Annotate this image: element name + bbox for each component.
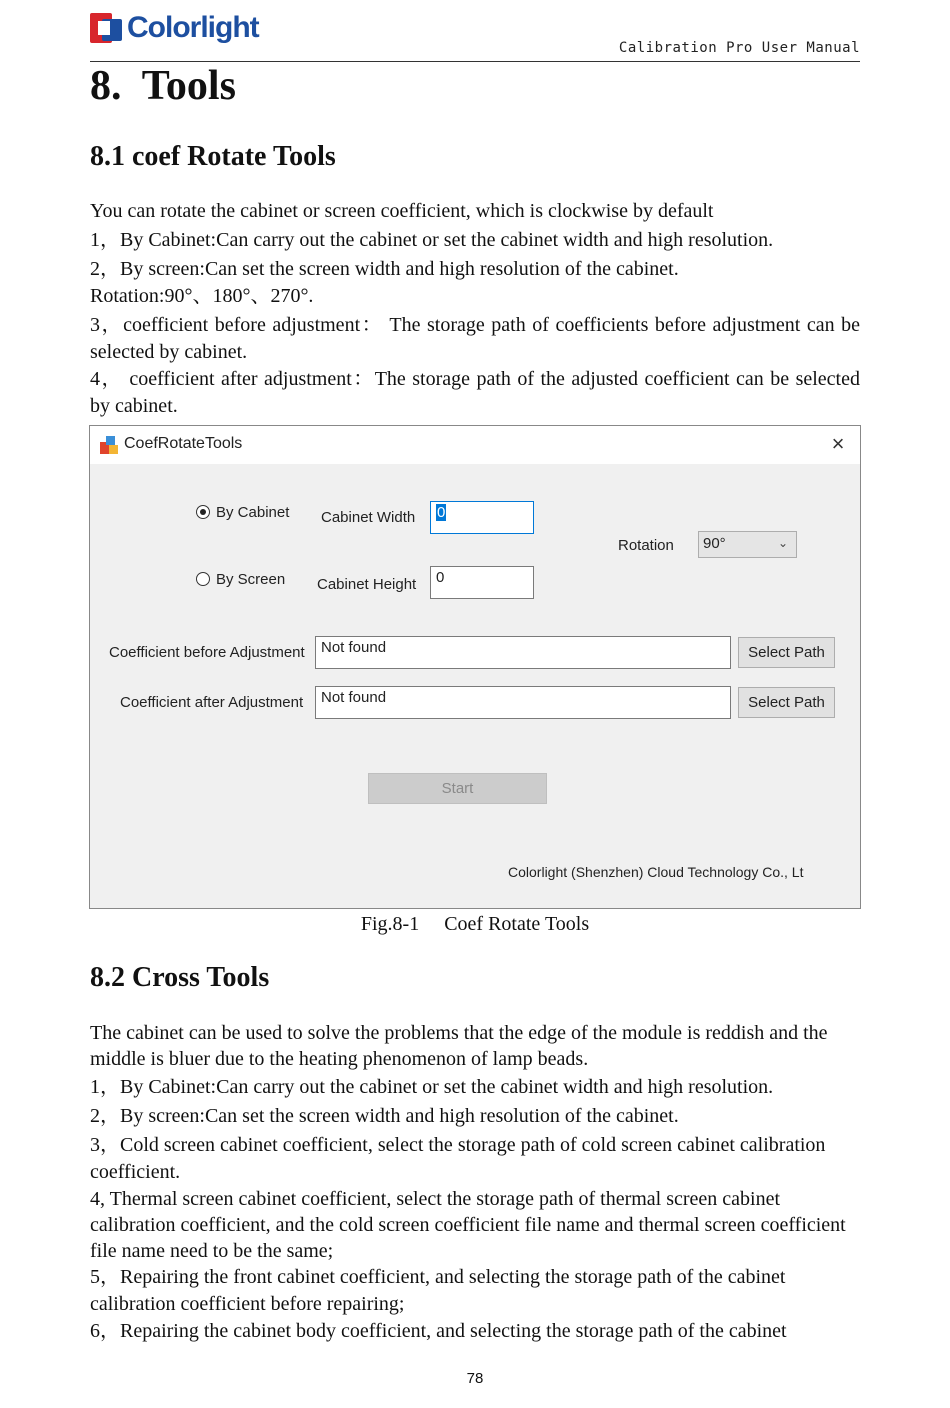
coef-after-label: Coefficient after Adjustment [120, 694, 304, 711]
cabinet-width-input[interactable] [430, 501, 534, 534]
rotate-description [90, 198, 860, 420]
select-path-after-button[interactable]: Select Path [738, 687, 835, 718]
company-footer: Colorlight (Shenzhen) Cloud Technology Co., Lt [508, 864, 804, 880]
paragraph: 4, Thermal screen cabinet coefficient, select the storage path of thermal screen cabinet calibration coefficient, and the cold screen coefficient file name and thermal screen coefficient file name need to be the same; [90, 1188, 846, 1262]
section-title: 8. Tools [90, 63, 236, 109]
paragraph: 3，coefficient before adjustment： The storage path of coefficients before adjustment can be selected by cabinet. [90, 314, 860, 363]
logo-text: Colorlight [127, 11, 259, 44]
colorlight-logo-icon [90, 11, 124, 45]
paragraph: 3，Cold screen cabinet coefficient, select the storage path of cold screen cabinet calibration coefficient. [90, 1134, 826, 1183]
cross-description [90, 1020, 860, 1345]
select-path-before-button[interactable]: Select Path [738, 637, 835, 668]
colorlight-logo [90, 8, 259, 48]
figure-caption: Fig.8-1 Coef Rotate Tools [360, 913, 590, 935]
paragraph: 2，By screen:Can set the screen width and high resolution of the cabinet. [90, 1105, 679, 1127]
cabinet-width-label: Cabinet Width [321, 509, 416, 526]
paragraph: 6，Repairing the cabinet body coefficient, and selecting the storage path of the cabinet [90, 1320, 787, 1342]
by-screen-label[interactable]: By Screen [216, 571, 286, 588]
by-cabinet-radio[interactable] [196, 505, 210, 519]
coef-before-path-value: Not found [321, 639, 387, 656]
cabinet-height-label: Cabinet Height [317, 576, 417, 593]
by-screen-radio[interactable] [196, 572, 210, 586]
paragraph: 5，Repairing the front cabinet coefficient, and selecting the storage path of the cabinet calibration coefficient before repairing; [90, 1266, 786, 1315]
manual-title: Calibration Pro User Manual [618, 40, 860, 56]
rotation-selected-value: 90° [703, 535, 726, 552]
dialog-title: CoefRotateTools [124, 435, 243, 452]
paragraph: 1，By Cabinet:Can carry out the cabinet or set the cabinet width and high resolution. [90, 229, 774, 251]
paragraph: You can rotate the cabinet or screen coefficient, which is clockwise by default [90, 200, 714, 222]
by-cabinet-label[interactable]: By Cabinet [216, 504, 290, 521]
app-icon [100, 436, 118, 454]
chevron-down-icon: ⌄ [777, 536, 788, 550]
page-number: 78 [466, 1370, 484, 1387]
cabinet-width-value: 0 [437, 504, 446, 521]
rotation-label: Rotation [618, 537, 674, 554]
coef-rotate-dialog [89, 425, 861, 909]
paragraph: 1，By Cabinet:Can carry out the cabinet or set the cabinet width and high resolution. [90, 1076, 774, 1098]
paragraph: 4， coefficient after adjustment：The storage path of the adjusted coefficient can be selected by cabinet. [90, 368, 860, 417]
subsection-title-rotate: 8.1 coef Rotate Tools [90, 141, 336, 172]
close-icon[interactable]: × [831, 431, 845, 456]
cabinet-height-value: 0 [436, 569, 445, 586]
coef-before-label: Coefficient before Adjustment [109, 644, 305, 661]
coef-after-path-input[interactable] [315, 686, 731, 719]
start-button[interactable]: Start [368, 773, 547, 804]
paragraph: Rotation:90°、180°、270°. [90, 285, 314, 307]
coef-after-path-value: Not found [321, 689, 387, 706]
cabinet-height-input[interactable] [430, 566, 534, 599]
paragraph: 2，By screen:Can set the screen width and high resolution of the cabinet. [90, 258, 679, 280]
coef-before-path-input[interactable] [315, 636, 731, 669]
dialog-titlebar [90, 426, 860, 464]
rotation-select[interactable] [698, 531, 797, 558]
subsection-title-cross: 8.2 Cross Tools [90, 962, 270, 993]
paragraph: The cabinet can be used to solve the problems that the edge of the module is reddish and the middle is bluer due to the heating phenomenon of lamp beads. [90, 1022, 828, 1070]
